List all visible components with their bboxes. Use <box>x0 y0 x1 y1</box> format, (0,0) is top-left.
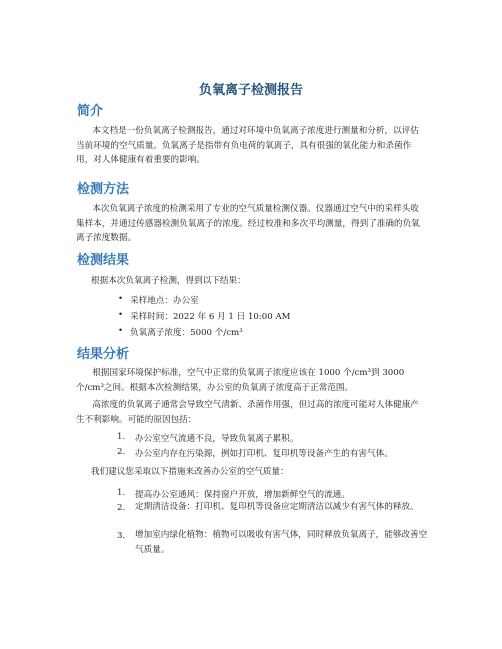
list-number: 2. <box>117 447 126 457</box>
document-title: 负氧离子检测报告 <box>198 83 303 98</box>
list-item <box>135 528 431 557</box>
list-item-text: 定期清洁设备：打印机、复印机等设备应定期清洁以减少有害气体的释放。 <box>135 502 419 512</box>
list-item: 办公室空气流通不良，导致负氧离子累积。 <box>135 434 299 444</box>
bullet-icon: • <box>118 310 124 320</box>
heading-analysis: 结果分析 <box>77 347 130 362</box>
list-item: 办公室内存在污染源，例如打印机、复印机等设备产生的有害气体。 <box>135 449 393 459</box>
bullet-icon: • <box>118 326 124 336</box>
analysis-paragraph-2: 高浓度的负氧离子通常会导致空气清新、杀菌作用强，但过高的浓度可能对人体健康产生不利影响。可能的原因包括： <box>76 400 419 425</box>
method-paragraph: 本次负氧离子浓度的检测采用了专业的空气质量检测仪器。仪器通过空气中的采样头收集样本，并通过传感器检测负氧离子的浓度。经过校准和多次平均测量，得到了准确的负氧离子浓度数据。 <box>76 204 420 243</box>
list-item: 采样时间：2022 年 6 月 1 日 10:00 AM <box>130 312 291 322</box>
heading-method: 检测方法 <box>77 182 130 197</box>
analysis-paragraph-3: 我们建议您采取以下措施来改善办公室的空气质量： <box>91 467 289 477</box>
list-item-text: 增加室内绿化植物：植物可以吸收有害气体，同时释放负氧离子，能够改善空气质量。 <box>135 530 428 555</box>
analysis-paragraph-1: 根据国家环境保护标准，空气中正常的负氧离子浓度应该在 1000 个/cm³到 3000 个/cm³之间。根据本次检测结果，办公室的负氧离子浓度高于正常范围。 <box>76 368 405 393</box>
bullet-icon: • <box>118 294 124 304</box>
list-number: 2. <box>117 503 126 513</box>
list-number: 3. <box>117 531 126 541</box>
intro-paragraph: 本文档是一份负氧离子检测报告，通过对环境中负氧离子浓度进行测量和分析，以评估当前环境的空气质量。负氧离子是指带有负电荷的氧离子，具有很强的氧化能力和杀菌作用，对人体健康有着重要的影响。 <box>76 126 419 165</box>
list-item: 提高办公室通风：保持窗户开放，增加新鲜空气的流通。 <box>135 490 350 500</box>
list-item <box>135 500 431 515</box>
list-item: 负氧离子浓度：5000 个/cm³ <box>130 328 243 338</box>
heading-intro: 简介 <box>77 104 104 119</box>
list-number: 1. <box>117 432 126 442</box>
heading-results: 检测结果 <box>77 253 130 268</box>
list-number: 1. <box>117 488 126 498</box>
results-lead: 根据本次负氧离子检测，得到以下结果： <box>91 276 246 286</box>
list-item: 采样地点：办公室 <box>130 296 199 306</box>
